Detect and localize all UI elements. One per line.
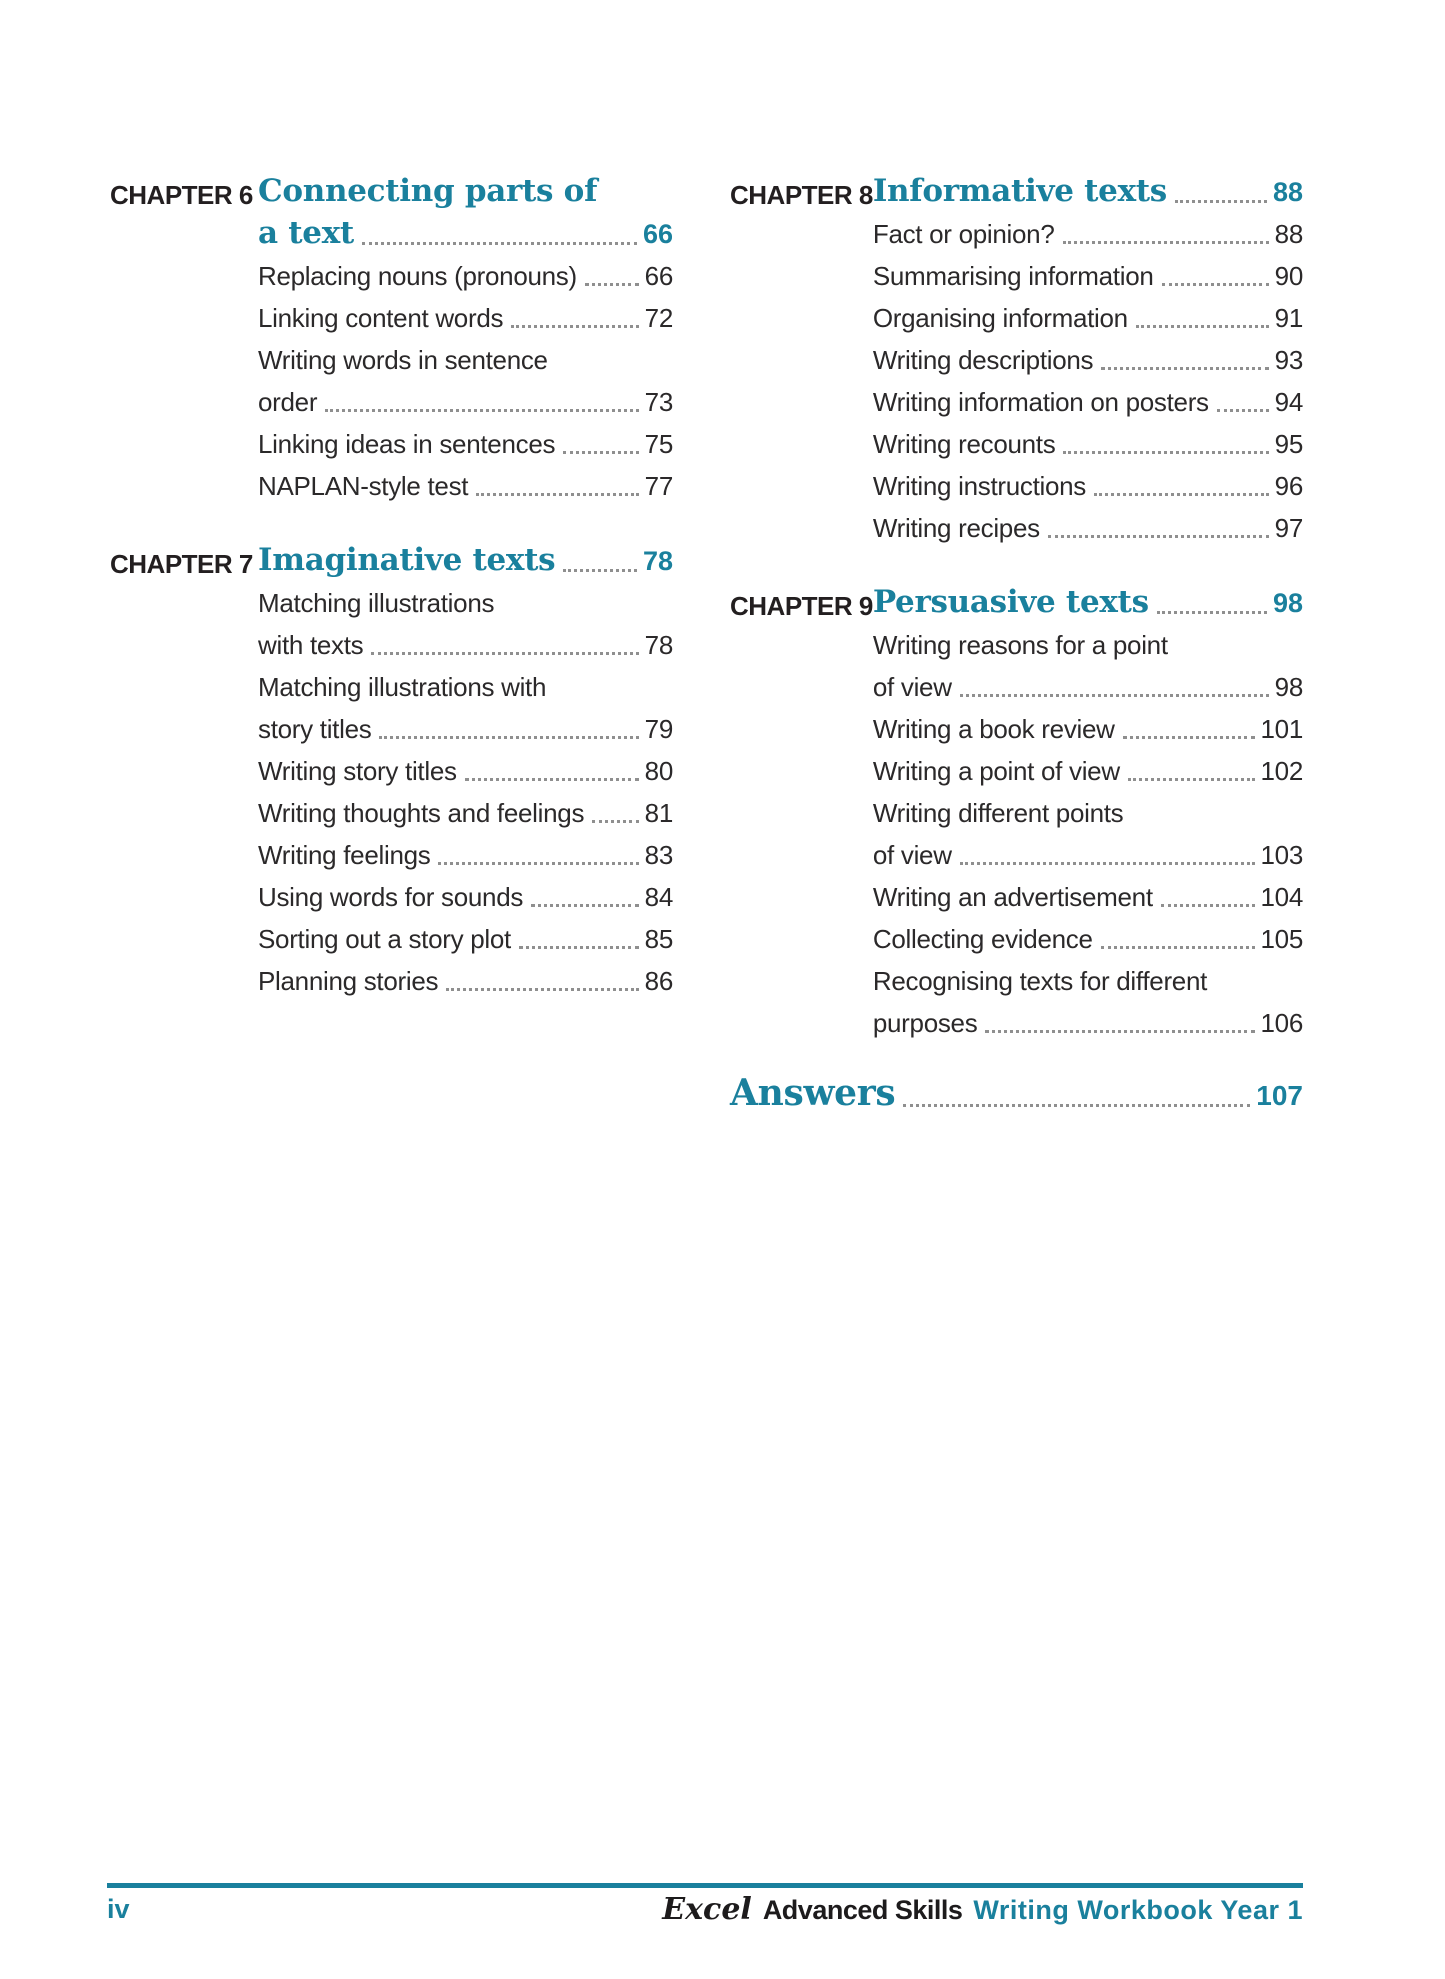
chapter-label: CHAPTER 7 bbox=[110, 549, 253, 579]
toc-entry-row bbox=[873, 876, 1303, 918]
entry-title: Replacing nouns (pronouns) bbox=[258, 261, 577, 291]
dotted-leader bbox=[465, 778, 639, 781]
entry-title: Linking ideas in sentences bbox=[258, 429, 556, 459]
toc-column-right bbox=[730, 170, 1303, 1119]
chapter-title-row bbox=[258, 539, 673, 582]
entry-page-number: 103 bbox=[1260, 840, 1303, 870]
entry-page-number: 97 bbox=[1274, 513, 1303, 543]
entry-title: Using words for sounds bbox=[258, 882, 524, 912]
entry-page-number: 75 bbox=[644, 429, 673, 459]
toc-entry-row bbox=[258, 465, 673, 507]
entry-page-number: 91 bbox=[1274, 303, 1303, 333]
entry-page-number: 106 bbox=[1260, 1008, 1303, 1038]
toc-entry-row bbox=[258, 876, 673, 918]
dotted-leader bbox=[531, 904, 639, 907]
entry-page-number: 72 bbox=[644, 303, 673, 333]
chapter-label: CHAPTER 9 bbox=[730, 591, 873, 621]
toc-chapter bbox=[110, 170, 673, 507]
entry-title: Writing reasons for a point bbox=[872, 630, 1168, 660]
answers-row bbox=[730, 1070, 1303, 1119]
footer-page-number: iv bbox=[107, 1894, 130, 1924]
entry-title: Collecting evidence bbox=[872, 924, 1093, 954]
toc-entry-row bbox=[258, 708, 673, 750]
toc-entry-row bbox=[258, 960, 673, 1002]
dotted-leader bbox=[1175, 200, 1267, 203]
entry-title: purposes bbox=[872, 1008, 978, 1038]
entry-page-number: 84 bbox=[644, 882, 673, 912]
entry-title: of view bbox=[872, 840, 952, 870]
brand-book-name: Writing Workbook Year 1 bbox=[973, 1895, 1303, 1925]
toc-entry-row bbox=[873, 834, 1303, 876]
dotted-leader bbox=[1094, 493, 1269, 496]
entry-page-number: 79 bbox=[644, 714, 673, 744]
toc-entry-row bbox=[258, 750, 673, 792]
entry-title: Writing different points bbox=[872, 798, 1124, 828]
chapter-title: a text bbox=[258, 215, 354, 251]
dotted-leader bbox=[563, 569, 637, 572]
entry-page-number: 80 bbox=[644, 756, 673, 786]
toc-entry-row bbox=[873, 507, 1303, 549]
entry-page-number: 104 bbox=[1260, 882, 1303, 912]
toc-entry-row bbox=[873, 666, 1303, 708]
toc-entry-row bbox=[258, 582, 673, 624]
entry-page-number: 77 bbox=[644, 471, 673, 501]
toc-entry-row bbox=[258, 297, 673, 339]
entry-title: NAPLAN-style test bbox=[258, 471, 469, 501]
entry-title: Writing information on posters bbox=[872, 387, 1209, 417]
entry-page-number: 73 bbox=[644, 387, 673, 417]
brand-series: Advanced Skills bbox=[762, 1895, 963, 1925]
chapter-content bbox=[258, 170, 673, 507]
entry-page-number: 81 bbox=[644, 798, 673, 828]
toc-entry-row bbox=[873, 465, 1303, 507]
entry-title: Organising information bbox=[872, 303, 1128, 333]
toc-entry-row bbox=[873, 213, 1303, 255]
chapter-title: Informative texts bbox=[872, 173, 1167, 209]
entry-page-number: 101 bbox=[1260, 714, 1303, 744]
dotted-leader bbox=[438, 862, 638, 865]
chapter-page-number: 98 bbox=[1272, 588, 1303, 618]
entry-title: Writing words in sentence bbox=[258, 345, 548, 375]
toc-entry-row bbox=[873, 381, 1303, 423]
entry-title: Fact or opinion? bbox=[872, 219, 1055, 249]
toc-entry-row bbox=[873, 624, 1303, 666]
entry-page-number: 83 bbox=[644, 840, 673, 870]
toc-entry-row bbox=[258, 255, 673, 297]
entry-title: Linking content words bbox=[258, 303, 504, 333]
entry-page-number: 93 bbox=[1274, 345, 1303, 375]
toc-entry-row bbox=[258, 381, 673, 423]
dotted-leader bbox=[1063, 451, 1268, 454]
entry-title: story titles bbox=[258, 714, 372, 744]
dotted-leader bbox=[960, 694, 1269, 697]
toc-entry-row bbox=[258, 423, 673, 465]
dotted-leader bbox=[1063, 241, 1269, 244]
entry-page-number: 86 bbox=[644, 966, 673, 996]
dotted-leader bbox=[1157, 611, 1267, 614]
toc-chapter bbox=[110, 539, 673, 1002]
entry-title: Sorting out a story plot bbox=[258, 924, 511, 954]
toc-entry-row bbox=[258, 918, 673, 960]
dotted-leader bbox=[1136, 325, 1269, 328]
toc-chapter bbox=[730, 581, 1303, 1044]
entry-title: Writing recounts bbox=[872, 429, 1056, 459]
entry-title: Writing an advertisement bbox=[872, 882, 1153, 912]
entry-page-number: 105 bbox=[1260, 924, 1303, 954]
entry-title: Writing descriptions bbox=[872, 345, 1094, 375]
dotted-leader bbox=[903, 1104, 1250, 1107]
toc-entry-row bbox=[873, 918, 1303, 960]
entry-title: with texts bbox=[258, 630, 364, 660]
dotted-leader bbox=[585, 283, 639, 286]
entry-page-number: 98 bbox=[1274, 672, 1303, 702]
toc-entry-row bbox=[873, 750, 1303, 792]
entry-title: Summarising information bbox=[872, 261, 1154, 291]
chapter-content bbox=[873, 170, 1303, 549]
entry-title: Writing a point of view bbox=[872, 756, 1120, 786]
dotted-leader bbox=[325, 409, 638, 412]
toc-entry-row bbox=[873, 960, 1303, 1002]
dotted-leader bbox=[476, 493, 638, 496]
entry-title: Writing story titles bbox=[258, 756, 457, 786]
entry-page-number: 102 bbox=[1260, 756, 1303, 786]
entry-title: Writing a book review bbox=[872, 714, 1115, 744]
entry-page-number: 66 bbox=[644, 261, 673, 291]
chapter-label: CHAPTER 6 bbox=[110, 180, 253, 210]
footer-book-title bbox=[662, 1892, 1303, 1927]
entry-title: Planning stories bbox=[258, 966, 439, 996]
entry-title: Writing instructions bbox=[872, 471, 1087, 501]
chapter-label: CHAPTER 8 bbox=[730, 180, 873, 210]
entry-page-number: 95 bbox=[1274, 429, 1303, 459]
entry-title: Matching illustrations with bbox=[258, 672, 547, 702]
chapter-title: Connecting parts of bbox=[258, 173, 598, 209]
dotted-leader bbox=[1162, 283, 1269, 286]
toc-entry-row bbox=[258, 792, 673, 834]
brand-excel: Excel bbox=[662, 1892, 752, 1927]
toc-entry-row bbox=[873, 708, 1303, 750]
chapter-page-number: 88 bbox=[1272, 177, 1303, 207]
dotted-leader bbox=[1101, 946, 1255, 949]
chapter-content bbox=[258, 539, 673, 1002]
toc-entry-row bbox=[873, 297, 1303, 339]
toc-entry-row bbox=[258, 666, 673, 708]
dotted-leader bbox=[379, 736, 638, 739]
dotted-leader bbox=[960, 862, 1255, 865]
entry-title: Writing thoughts and feelings bbox=[258, 798, 585, 828]
entry-title: Writing recipes bbox=[872, 513, 1040, 543]
toc-chapter bbox=[730, 170, 1303, 549]
toc-entry-row bbox=[873, 255, 1303, 297]
dotted-leader bbox=[592, 820, 639, 823]
chapter-title-row bbox=[873, 581, 1303, 624]
dotted-leader bbox=[1123, 736, 1255, 739]
answers-page-number: 107 bbox=[1256, 1080, 1303, 1111]
dotted-leader bbox=[563, 451, 638, 454]
dotted-leader bbox=[1048, 535, 1269, 538]
entry-page-number: 94 bbox=[1274, 387, 1303, 417]
toc-entry-row bbox=[873, 339, 1303, 381]
dotted-leader bbox=[1128, 778, 1255, 781]
answers-heading: Answers bbox=[730, 1072, 896, 1114]
entry-title: Matching illustrations bbox=[258, 588, 495, 618]
footer-rule bbox=[107, 1883, 1303, 1888]
dotted-leader bbox=[446, 988, 638, 991]
chapter-content bbox=[873, 581, 1303, 1044]
chapter-title: Imaginative texts bbox=[258, 542, 556, 578]
dotted-leader bbox=[1161, 904, 1255, 907]
dotted-leader bbox=[985, 1030, 1254, 1033]
chapter-title: Persuasive texts bbox=[872, 584, 1149, 620]
chapter-page-number: 66 bbox=[642, 219, 673, 249]
dotted-leader bbox=[519, 946, 639, 949]
toc-column-left bbox=[110, 170, 673, 1002]
entry-page-number: 78 bbox=[644, 630, 673, 660]
toc-entry-row bbox=[873, 423, 1303, 465]
dotted-leader bbox=[1217, 409, 1269, 412]
dotted-leader bbox=[362, 242, 637, 245]
entry-page-number: 90 bbox=[1274, 261, 1303, 291]
entry-title: of view bbox=[872, 672, 952, 702]
toc-entry-row bbox=[258, 834, 673, 876]
dotted-leader bbox=[371, 652, 638, 655]
dotted-leader bbox=[511, 325, 638, 328]
chapter-title-row bbox=[258, 212, 673, 255]
toc-entry-row bbox=[873, 1002, 1303, 1044]
chapter-title-row bbox=[873, 170, 1303, 213]
entry-page-number: 96 bbox=[1274, 471, 1303, 501]
dotted-leader bbox=[1101, 367, 1268, 370]
chapter-title-row bbox=[258, 170, 673, 212]
entry-page-number: 88 bbox=[1274, 219, 1303, 249]
toc-entry-row bbox=[258, 339, 673, 381]
entry-title: order bbox=[258, 387, 318, 417]
toc-entry-row bbox=[258, 624, 673, 666]
entry-title: Writing feelings bbox=[258, 840, 431, 870]
entry-page-number: 85 bbox=[644, 924, 673, 954]
chapter-page-number: 78 bbox=[642, 546, 673, 576]
toc-entry-row bbox=[873, 792, 1303, 834]
entry-title: Recognising texts for different bbox=[872, 966, 1208, 996]
